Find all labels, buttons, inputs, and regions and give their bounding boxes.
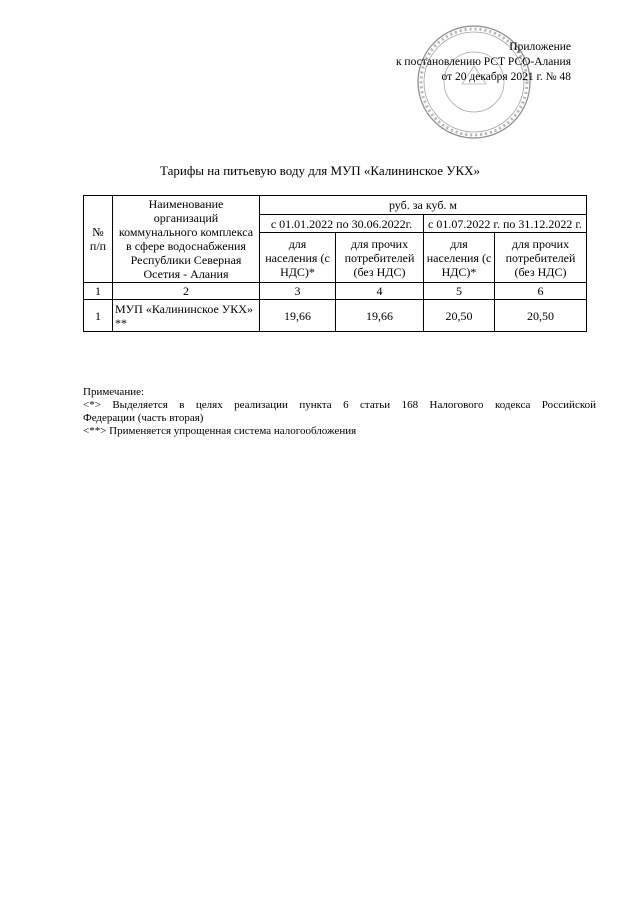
row-organization: МУП «Калининское УКХ» ** bbox=[113, 300, 260, 332]
header-population-1: для населения (с НДС)* bbox=[260, 233, 336, 283]
row-tariff-population-2: 20,50 bbox=[424, 300, 495, 332]
index-cell: 2 bbox=[113, 283, 260, 300]
note-2: <**> Применяется упрощенная система налогообложения bbox=[83, 425, 357, 437]
index-cell: 5 bbox=[424, 283, 495, 300]
appendix-line-3: от 20 декабря 2021 г. № 48 bbox=[441, 71, 571, 83]
row-num: 1 bbox=[84, 300, 113, 332]
tariff-table bbox=[83, 195, 587, 332]
appendix-header bbox=[311, 40, 571, 85]
header-unit: руб. за куб. м bbox=[260, 196, 587, 215]
header-organization: Наименование организаций коммунального комплекса в сфере водоснабжения Республики Северная Осетия - Алания bbox=[113, 196, 260, 283]
notes-section bbox=[83, 386, 596, 438]
row-tariff-other-2: 20,50 bbox=[495, 300, 587, 332]
header-other-1: для прочих потребителей (без НДС) bbox=[336, 233, 424, 283]
document-title: Тарифы на питьевую воду для МУП «Калининское УКХ» bbox=[159, 163, 481, 178]
index-cell: 3 bbox=[260, 283, 336, 300]
index-cell: 6 bbox=[495, 283, 587, 300]
header-population-2: для населения (с НДС)* bbox=[424, 233, 495, 283]
row-tariff-other-1: 19,66 bbox=[336, 300, 424, 332]
notes-heading: Примечание: bbox=[83, 386, 145, 398]
table-index-row bbox=[84, 283, 587, 300]
header-period-2: с 01.07.2022 г. по 31.12.2022 г. bbox=[424, 214, 587, 233]
header-period-1: с 01.01.2022 по 30.06.2022г. bbox=[260, 214, 424, 233]
appendix-line-1: Приложение bbox=[509, 41, 571, 53]
header-other-2: для прочих потребителей (без НДС) bbox=[495, 233, 587, 283]
note-1-line-1: <*> Выделяется в целях реализации пункта 6 статьи 168 Налогового кодекса Российской bbox=[83, 399, 596, 411]
appendix-line-2: к постановлению РСТ РСО-Алания bbox=[395, 56, 571, 68]
index-cell: 4 bbox=[336, 283, 424, 300]
note-1-line-2: Федерации (часть вторая) bbox=[83, 412, 204, 424]
table-header-row-1 bbox=[84, 196, 587, 215]
table-row bbox=[84, 300, 587, 332]
index-cell: 1 bbox=[84, 283, 113, 300]
header-num: № п/п bbox=[84, 196, 113, 283]
row-tariff-population-1: 19,66 bbox=[260, 300, 336, 332]
